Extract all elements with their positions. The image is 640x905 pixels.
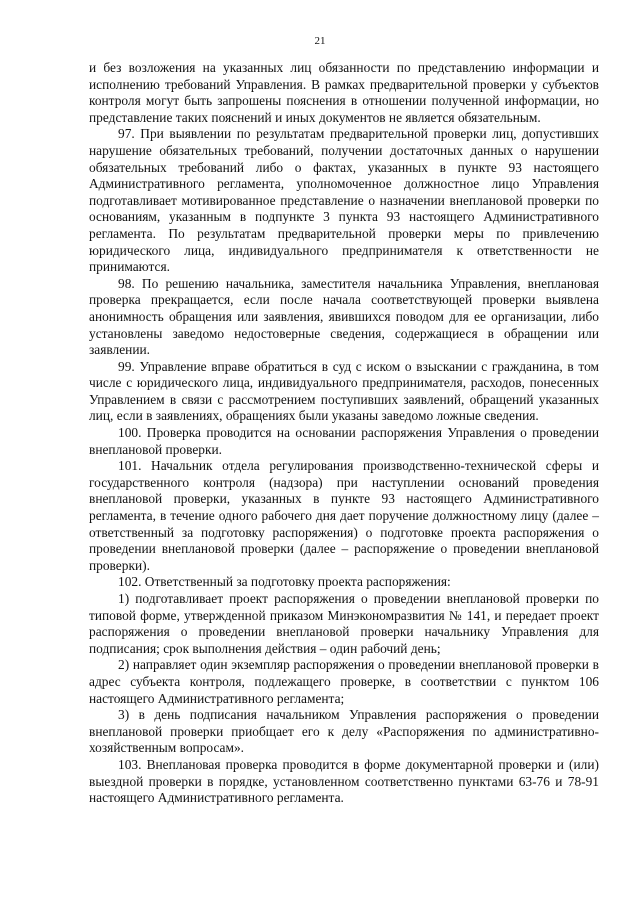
paragraph-98: 98. По решению начальника, заместителя начальника Управления, внеплановая проверка прекращается, если после начала соответствующей проверки выявлена анонимность обращения или заявления, явившихся поводом для ее организации, либо установлены заведомо недостоверные сведения, содержащиеся в обращении или заявлении. bbox=[89, 275, 599, 358]
paragraph-102-item-1: 1) подготавливает проект распоряжения о проведении внеплановой проверки по типовой форме, утвержденной приказом Минэкономразвития № 141, и передает проект распоряжения о проведении внеплановой проверки начальнику Управления для подписания; срок выполнения действия – один рабочий день; bbox=[89, 591, 599, 656]
paragraph-97: 97. При выявлении по результатам предварительной проверки лиц, допустивших нарушение обязательных требований, получении достаточных данных о нарушении обязательных требований либо о фактах, указанных в пункте 93 настоящего Административного регламента, уполномоченное должностное лицо Управления подготавливает мотивированное представление о назначении внеплановой проверки по основаниям, указанным в подпункте 3 пункта 93 настоящего Административного регламента. По результатам предварительной проверки меры по привлечению юридического лица, индивидуального предпринимателя к ответственности не принимаются. bbox=[89, 126, 599, 275]
paragraph-102-item-3: 3) в день подписания начальником Управления распоряжения о проведении внеплановой проверки приобщает его к делу «Распоряжения по административно-хозяйственным вопросам». bbox=[89, 707, 599, 756]
page-number: 21 bbox=[314, 35, 326, 47]
paragraph-100: 100. Проверка проводится на основании распоряжения Управления о проведении внеплановой проверки. bbox=[89, 425, 599, 457]
paragraph-103: 103. Внеплановая проверка проводится в форме документарной проверки и (или) выездной проверки в порядке, установленном соответственно пунктами 63-76 и 78-91 настоящего Административного регламента. bbox=[89, 756, 599, 806]
paragraph-101: 101. Начальник отдела регулирования производственно-технической сферы и государственного контроля (надзора) при наступлении оснований проведения внеплановой проверки, указанных в пункте 93 настоящего Административного регламента, в течение одного рабочего дня дает поручение должностному лицу (далее – ответственный за подготовку распоряжения) о подготовке проекта распоряжения о проведении внеплановой проверки (далее – распоряжение о проведении внеплановой проверки). bbox=[89, 458, 599, 573]
paragraph-102-item-2: 2) направляет один экземпляр распоряжения о проведении внеплановой проверки в адрес субъекта контроля, подлежащего проверке, в соответствии с пунктом 106 настоящего Административного регламента; bbox=[89, 657, 599, 706]
paragraph-99: 99. Управление вправе обратиться в суд с иском о взыскании с гражданина, в том числе с юридического лица, индивидуального предпринимателя, расходов, понесенных Управлением в связи с рассмотрением поступивших заявлений, обращений указанных лиц, если в заявлениях, обращениях были указаны заведомо ложные сведения. bbox=[89, 358, 599, 424]
paragraph-continuation: и без возложения на указанных лиц обязанности по представлению информации и исполнению требований Управления. В рамках предварительной проверки у субъектов контроля могут быть запрошены пояснения в отношении полученной информации, но представление таких пояснений и иных документов не является обязательным. bbox=[89, 60, 599, 125]
paragraph-102: 102. Ответственный за подготовку проекта распоряжения: bbox=[118, 574, 451, 590]
document-body bbox=[89, 60, 599, 807]
